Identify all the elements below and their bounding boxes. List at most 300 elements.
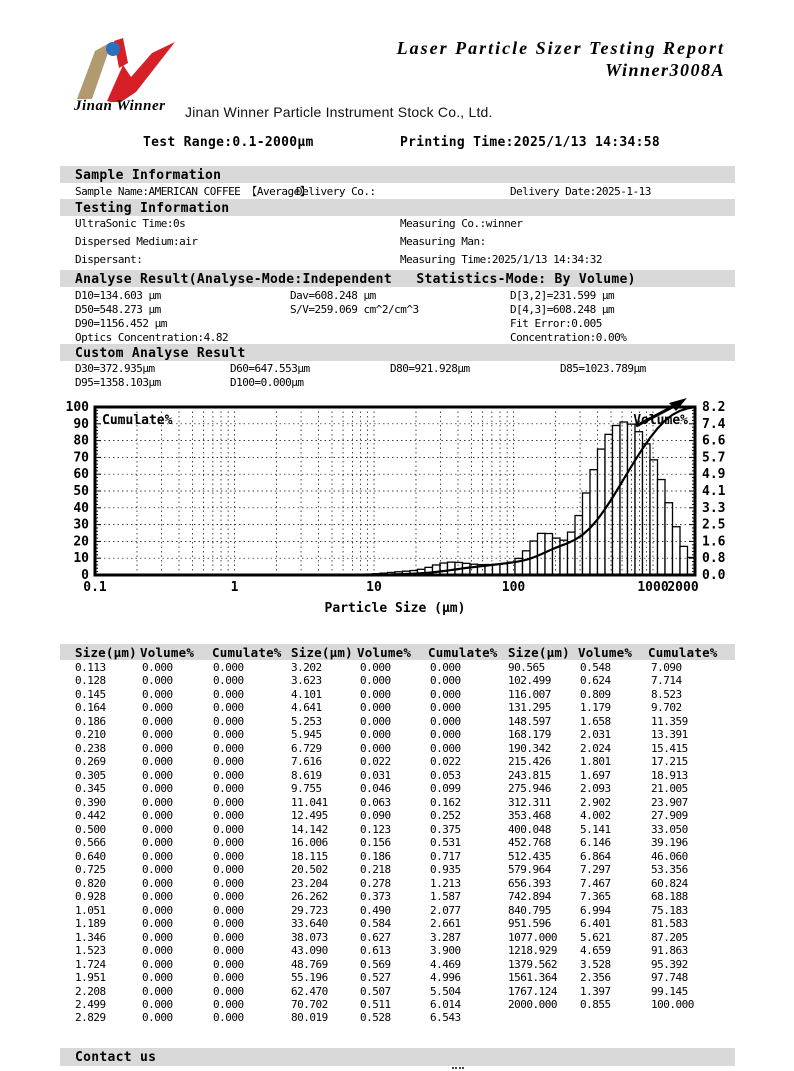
svg-text:30: 30 <box>73 517 89 533</box>
size-value: 131.295 <box>508 701 551 715</box>
logo-blue-dot <box>106 42 120 56</box>
svg-text:40: 40 <box>73 500 89 516</box>
size-value: 43.090 <box>291 944 328 958</box>
volume-value: 0.000 <box>142 809 173 823</box>
cumulate-value: 0.000 <box>213 809 244 823</box>
cumulate-value: 0.000 <box>213 849 244 863</box>
cumulate-value: 91.863 <box>651 944 688 958</box>
cumulate-value: 0.022 <box>430 755 461 769</box>
analyse-section-title: Analyse Result(Analyse-Mode:Independent Statistics-Mode: By Volume) <box>75 272 636 287</box>
sample-section-title: Sample Information <box>75 168 222 183</box>
size-value: 0.820 <box>75 876 106 890</box>
volume-value: 0.000 <box>360 714 391 728</box>
size-value: 3.202 <box>291 661 322 674</box>
volume-value: 0.278 <box>360 876 391 890</box>
size-value: 2.829 <box>75 1011 106 1025</box>
cumulate-value: 13.391 <box>651 728 688 742</box>
size-value: 1.951 <box>75 971 106 985</box>
cumulate-value: 0.375 <box>430 822 461 836</box>
cumulate-value: 4.469 <box>430 957 461 971</box>
cumulate-value: 2.077 <box>430 903 461 917</box>
size-value: 0.269 <box>75 755 106 769</box>
size-value: 0.210 <box>75 728 106 742</box>
cumulate-value: 0.000 <box>213 1011 244 1025</box>
volume-value: 0.613 <box>360 944 391 958</box>
cumulate-value: 0.000 <box>213 998 244 1011</box>
volume-value: 0.569 <box>360 957 391 971</box>
cumulate-value: 0.000 <box>213 755 244 769</box>
d60-value: D60=647.553μm <box>230 362 310 375</box>
cumulate-value: 0.000 <box>213 971 244 985</box>
size-value: 4.641 <box>291 701 322 715</box>
volume-value: 1.697 <box>580 768 611 782</box>
col-header-cumulate: Cumulate% <box>212 645 282 660</box>
svg-text:1: 1 <box>230 580 239 595</box>
size-value: 190.342 <box>508 741 551 755</box>
size-value: 1.724 <box>75 957 106 971</box>
cumulate-value: 11.359 <box>651 714 688 728</box>
size-value: 6.729 <box>291 741 322 755</box>
size-value: 840.795 <box>508 903 551 917</box>
cumulate-value: 0.000 <box>213 728 244 742</box>
volume-value: 0.000 <box>142 687 173 701</box>
volume-value: 6.401 <box>580 917 611 931</box>
volume-value: 6.994 <box>580 903 611 917</box>
volume-value: 6.146 <box>580 836 611 850</box>
size-value: 1.523 <box>75 944 106 958</box>
volume-value: 0.000 <box>142 728 173 742</box>
svg-text:70: 70 <box>73 450 89 466</box>
size-value: 0.500 <box>75 822 106 836</box>
volume-value: 0.507 <box>360 984 391 998</box>
col-header-size: Size(μm) <box>508 645 570 660</box>
cumulate-value: 0.717 <box>430 849 461 863</box>
volume-value: 2.093 <box>580 782 611 796</box>
cumulate-value: 81.583 <box>651 917 688 931</box>
cumulate-value: 17.215 <box>651 755 688 769</box>
cumulate-value: 7.090 <box>651 661 682 674</box>
cumulate-value: 5.504 <box>430 984 461 998</box>
printing-time: Printing Time:2025/1/13 14:34:58 <box>400 135 661 150</box>
dispersant: Dispersant: <box>75 253 143 266</box>
d100-value: D100=0.000μm <box>230 376 304 389</box>
svg-text:0: 0 <box>81 568 89 583</box>
size-value: 1379.562 <box>508 957 557 971</box>
size-value: 0.238 <box>75 741 106 755</box>
svg-text:5.7: 5.7 <box>702 450 726 466</box>
ultrasonic-time: UltraSonic Time:0s <box>75 217 186 230</box>
cumulate-value: 1.213 <box>430 876 461 890</box>
cumulate-value: 0.531 <box>430 836 461 850</box>
cumulate-value: 0.000 <box>430 728 461 742</box>
size-value: 3.623 <box>291 674 322 688</box>
cumulate-value: 0.000 <box>430 741 461 755</box>
col-header-size: Size(μm) <box>291 645 353 660</box>
delivery-co: Delivery Co.: <box>296 185 376 198</box>
svg-text:1.6: 1.6 <box>702 534 726 550</box>
cumulate-value: 0.000 <box>213 917 244 931</box>
col-header-size: Size(μm) <box>75 645 137 660</box>
volume-value: 0.000 <box>142 944 173 958</box>
optics-concentration: Optics Concentration:4.82 <box>75 331 229 344</box>
size-value: 23.204 <box>291 876 328 890</box>
size-value: 1.346 <box>75 930 106 944</box>
size-value: 353.468 <box>508 809 551 823</box>
company-name: Jinan Winner Particle Instrument Stock Co., Ltd. <box>185 104 493 120</box>
cumulate-value: 0.000 <box>213 903 244 917</box>
cumulate-value: 0.000 <box>213 661 244 674</box>
size-value: 2.208 <box>75 984 106 998</box>
cumulate-value: 46.060 <box>651 849 688 863</box>
volume-value: 4.002 <box>580 809 611 823</box>
volume-value: 0.000 <box>142 701 173 715</box>
size-value: 1767.124 <box>508 984 557 998</box>
volume-value: 0.000 <box>142 836 173 850</box>
size-value: 0.113 <box>75 661 106 674</box>
size-value: 148.597 <box>508 714 551 728</box>
cumulate-value: 0.000 <box>213 876 244 890</box>
volume-value: 2.356 <box>580 971 611 985</box>
volume-value: 0.511 <box>360 998 391 1011</box>
volume-value: 0.528 <box>360 1011 391 1025</box>
cumulate-value: 0.000 <box>213 944 244 958</box>
col-header-cumulate: Cumulate% <box>648 645 718 660</box>
volume-value: 0.527 <box>360 971 391 985</box>
size-value: 102.499 <box>508 674 551 688</box>
cumulate-value: 53.356 <box>651 863 688 877</box>
size-value: 116.007 <box>508 687 551 701</box>
volume-value: 0.624 <box>580 674 611 688</box>
size-value: 400.048 <box>508 822 551 836</box>
logo-caption: Jinan Winner <box>74 98 166 114</box>
cumulate-value: 33.050 <box>651 822 688 836</box>
cumulate-value: 0.000 <box>430 661 461 674</box>
volume-value: 0.022 <box>360 755 391 769</box>
d30-value: D30=372.935μm <box>75 362 155 375</box>
volume-value: 0.000 <box>360 674 391 688</box>
report-title-block <box>397 38 725 81</box>
size-value: 275.946 <box>508 782 551 796</box>
size-value: 742.894 <box>508 890 551 904</box>
svg-text:Particle Size (μm): Particle Size (μm) <box>324 601 466 616</box>
volume-value: 4.659 <box>580 944 611 958</box>
sample-name: Sample Name:AMERICAN COFFEE 【Average】 <box>75 185 311 198</box>
volume-value: 1.179 <box>580 701 611 715</box>
volume-value: 0.000 <box>142 782 173 796</box>
cumulate-value: 3.900 <box>430 944 461 958</box>
custom-section-title: Custom Analyse Result <box>75 346 246 361</box>
size-value: 5.253 <box>291 714 322 728</box>
cumulate-value: 97.748 <box>651 971 688 985</box>
report-title: Laser Particle Sizer Testing Report <box>396 38 725 58</box>
size-value: 12.495 <box>291 809 328 823</box>
volume-value: 0.000 <box>142 661 173 674</box>
size-value: 8.619 <box>291 768 322 782</box>
cumulate-value: 7.714 <box>651 674 682 688</box>
cumulate-value: 0.000 <box>213 714 244 728</box>
volume-value: 0.373 <box>360 890 391 904</box>
d32-value: D[3,2]=231.599 μm <box>510 289 615 302</box>
volume-value: 0.855 <box>580 998 611 1011</box>
svg-text:60: 60 <box>73 467 89 483</box>
volume-value: 0.809 <box>580 687 611 701</box>
volume-value: 2.031 <box>580 728 611 742</box>
cumulate-value: 2.661 <box>430 917 461 931</box>
d95-value: D95=1358.103μm <box>75 376 161 389</box>
size-value: 452.768 <box>508 836 551 850</box>
cumulate-value: 0.000 <box>213 674 244 688</box>
cumulate-value: 15.415 <box>651 741 688 755</box>
volume-value: 7.365 <box>580 890 611 904</box>
size-value: 512.435 <box>508 849 551 863</box>
volume-value: 0.218 <box>360 863 391 877</box>
size-value: 38.073 <box>291 930 328 944</box>
size-value: 1561.364 <box>508 971 557 985</box>
size-value: 48.769 <box>291 957 328 971</box>
volume-value: 1.801 <box>580 755 611 769</box>
cumulate-value: 68.188 <box>651 890 688 904</box>
svg-text:4.1: 4.1 <box>702 484 726 499</box>
svg-text:10: 10 <box>73 551 89 567</box>
cumulate-value: 0.000 <box>213 795 244 809</box>
volume-value: 0.000 <box>142 971 173 985</box>
cumulate-value: 0.000 <box>430 701 461 715</box>
size-value: 20.502 <box>291 863 328 877</box>
volume-value: 0.123 <box>360 822 391 836</box>
volume-value: 0.000 <box>142 768 173 782</box>
size-value: 951.596 <box>508 917 551 931</box>
sv-value: S/V=259.069 cm^2/cm^3 <box>290 303 419 316</box>
svg-text:50: 50 <box>73 484 89 499</box>
cumulate-value: 75.183 <box>651 903 688 917</box>
cumulate-value: 4.996 <box>430 971 461 985</box>
volume-value: 0.000 <box>142 876 173 890</box>
size-value: 0.725 <box>75 863 106 877</box>
volume-value: 0.000 <box>360 728 391 742</box>
delivery-date: Delivery Date:2025-1-13 <box>510 185 651 198</box>
cumulate-value: 100.000 <box>651 998 694 1011</box>
volume-value: 6.864 <box>580 849 611 863</box>
d50-value: D50=548.273 μm <box>75 303 161 316</box>
cumulate-value: 39.196 <box>651 836 688 850</box>
size-value: 5.945 <box>291 728 322 742</box>
svg-text:90: 90 <box>73 416 89 432</box>
volume-value: 0.000 <box>142 957 173 971</box>
size-value: 55.196 <box>291 971 328 985</box>
d10-value: D10=134.603 μm <box>75 289 161 302</box>
contact-section-bar <box>60 1048 735 1066</box>
fit-error: Fit Error:0.005 <box>510 317 602 330</box>
cumulate-value: 0.000 <box>213 741 244 755</box>
size-value: 70.702 <box>291 998 328 1011</box>
cumulate-value: 6.543 <box>430 1011 461 1025</box>
cumulate-value: 1.587 <box>430 890 461 904</box>
size-value: 0.186 <box>75 714 106 728</box>
cumulate-value: 0.000 <box>430 687 461 701</box>
size-value: 2.499 <box>75 998 106 1011</box>
size-value: 579.964 <box>508 863 551 877</box>
volume-value: 0.000 <box>142 890 173 904</box>
cropped-text-fragment <box>452 1067 464 1069</box>
svg-text:Volume%: Volume% <box>633 413 688 428</box>
svg-text:6.6: 6.6 <box>702 433 726 449</box>
size-value: 1218.929 <box>508 944 557 958</box>
cumulate-value: 99.145 <box>651 984 688 998</box>
col-header-volume: Volume% <box>357 645 412 660</box>
d43-value: D[4,3]=608.248 μm <box>510 303 615 316</box>
svg-text:20: 20 <box>73 534 89 550</box>
svg-text:100: 100 <box>501 580 526 595</box>
cumulate-value: 95.392 <box>651 957 688 971</box>
dav-value: Dav=608.248 μm <box>290 289 376 302</box>
svg-text:80: 80 <box>73 433 89 449</box>
d85-value: D85=1023.789μm <box>560 362 646 375</box>
volume-value: 2.902 <box>580 795 611 809</box>
volume-value: 0.000 <box>142 822 173 836</box>
test-range: Test Range:0.1-2000μm <box>143 135 314 150</box>
cumulate-value: 0.000 <box>213 984 244 998</box>
size-value: 62.470 <box>291 984 328 998</box>
volume-value: 1.658 <box>580 714 611 728</box>
cumulate-value: 0.099 <box>430 782 461 796</box>
size-value: 243.815 <box>508 768 551 782</box>
volume-value: 0.000 <box>142 795 173 809</box>
size-value: 0.145 <box>75 687 106 701</box>
volume-value: 0.000 <box>360 661 391 674</box>
cumulate-value: 0.053 <box>430 768 461 782</box>
dispersed-medium: Dispersed Medium:air <box>75 235 198 248</box>
size-value: 33.640 <box>291 917 328 931</box>
cumulate-value: 0.935 <box>430 863 461 877</box>
volume-value: 7.467 <box>580 876 611 890</box>
volume-value: 7.297 <box>580 863 611 877</box>
size-value: 1.189 <box>75 917 106 931</box>
volume-value: 0.186 <box>360 849 391 863</box>
d80-value: D80=921.928μm <box>390 362 470 375</box>
volume-value: 0.000 <box>142 1011 173 1025</box>
col-header-volume: Volume% <box>140 645 195 660</box>
size-value: 14.142 <box>291 822 328 836</box>
svg-text:7.4: 7.4 <box>702 416 726 432</box>
volume-value: 0.490 <box>360 903 391 917</box>
volume-value: 0.627 <box>360 930 391 944</box>
cumulate-value: 0.252 <box>430 809 461 823</box>
svg-text:100: 100 <box>65 400 89 415</box>
volume-value: 0.090 <box>360 809 391 823</box>
volume-value: 0.000 <box>142 930 173 944</box>
col-header-cumulate: Cumulate% <box>428 645 498 660</box>
size-value: 168.179 <box>508 728 551 742</box>
cumulate-value: 0.000 <box>213 957 244 971</box>
volume-value: 0.000 <box>142 863 173 877</box>
particle-size-chart <box>60 396 760 618</box>
size-value: 2000.000 <box>508 998 557 1011</box>
cumulate-value: 87.205 <box>651 930 688 944</box>
concentration: Concentration:0.00% <box>510 331 627 344</box>
size-value: 11.041 <box>291 795 328 809</box>
svg-text:3.3: 3.3 <box>702 500 726 516</box>
cumulate-value: 18.913 <box>651 768 688 782</box>
cumulate-value: 8.523 <box>651 687 682 701</box>
size-value: 4.101 <box>291 687 322 701</box>
volume-value: 5.141 <box>580 822 611 836</box>
cumulate-value: 3.287 <box>430 930 461 944</box>
volume-value: 0.000 <box>142 755 173 769</box>
cumulate-value: 23.907 <box>651 795 688 809</box>
volume-value: 0.063 <box>360 795 391 809</box>
size-value: 18.115 <box>291 849 328 863</box>
measuring-man: Measuring Man: <box>400 235 486 248</box>
volume-value: 0.000 <box>142 998 173 1011</box>
volume-value: 0.000 <box>360 687 391 701</box>
cumulate-value: 0.162 <box>430 795 461 809</box>
cumulate-value: 0.000 <box>213 782 244 796</box>
size-value: 16.006 <box>291 836 328 850</box>
size-value: 215.426 <box>508 755 551 769</box>
size-value: 656.393 <box>508 876 551 890</box>
cumulate-value: 0.000 <box>430 674 461 688</box>
volume-value: 0.000 <box>142 984 173 998</box>
col-header-volume: Volume% <box>578 645 633 660</box>
volume-value: 0.046 <box>360 782 391 796</box>
cumulate-value: 0.000 <box>213 930 244 944</box>
size-value: 0.640 <box>75 849 106 863</box>
svg-text:0.0: 0.0 <box>702 568 726 583</box>
size-value: 9.755 <box>291 782 322 796</box>
size-value: 7.616 <box>291 755 322 769</box>
svg-text:2.5: 2.5 <box>702 517 726 533</box>
volume-value: 0.000 <box>142 741 173 755</box>
volume-value: 0.000 <box>142 714 173 728</box>
cumulate-value: 0.000 <box>213 890 244 904</box>
size-value: 1.051 <box>75 903 106 917</box>
size-value: 90.565 <box>508 661 545 674</box>
size-value: 0.164 <box>75 701 106 715</box>
volume-value: 0.000 <box>142 849 173 863</box>
testing-section-title: Testing Information <box>75 201 230 216</box>
cumulate-value: 0.000 <box>213 822 244 836</box>
cumulate-value: 60.824 <box>651 876 688 890</box>
instrument-model: Winner3008A <box>605 60 725 80</box>
volume-value: 1.397 <box>580 984 611 998</box>
size-value: 80.019 <box>291 1011 328 1025</box>
volume-value: 0.000 <box>360 741 391 755</box>
winner-logo <box>72 36 192 102</box>
volume-value: 2.024 <box>580 741 611 755</box>
cumulate-value: 0.000 <box>213 836 244 850</box>
cumulate-value: 9.702 <box>651 701 682 715</box>
size-value: 1077.000 <box>508 930 557 944</box>
volume-value: 3.528 <box>580 957 611 971</box>
volume-value: 0.000 <box>360 701 391 715</box>
volume-value: 0.000 <box>142 917 173 931</box>
cumulate-value: 0.000 <box>213 687 244 701</box>
size-value: 0.442 <box>75 809 106 823</box>
volume-value: 0.031 <box>360 768 391 782</box>
svg-text:4.9: 4.9 <box>702 467 726 483</box>
volume-value: 0.156 <box>360 836 391 850</box>
volume-value: 0.000 <box>142 903 173 917</box>
cumulate-value: 0.000 <box>213 701 244 715</box>
size-value: 0.390 <box>75 795 106 809</box>
volume-value: 0.548 <box>580 661 611 674</box>
size-value: 0.305 <box>75 768 106 782</box>
volume-value: 0.584 <box>360 917 391 931</box>
cumulate-value: 0.000 <box>213 863 244 877</box>
volume-value: 5.621 <box>580 930 611 944</box>
cumulate-value: 0.000 <box>430 714 461 728</box>
svg-text:10: 10 <box>366 580 382 595</box>
